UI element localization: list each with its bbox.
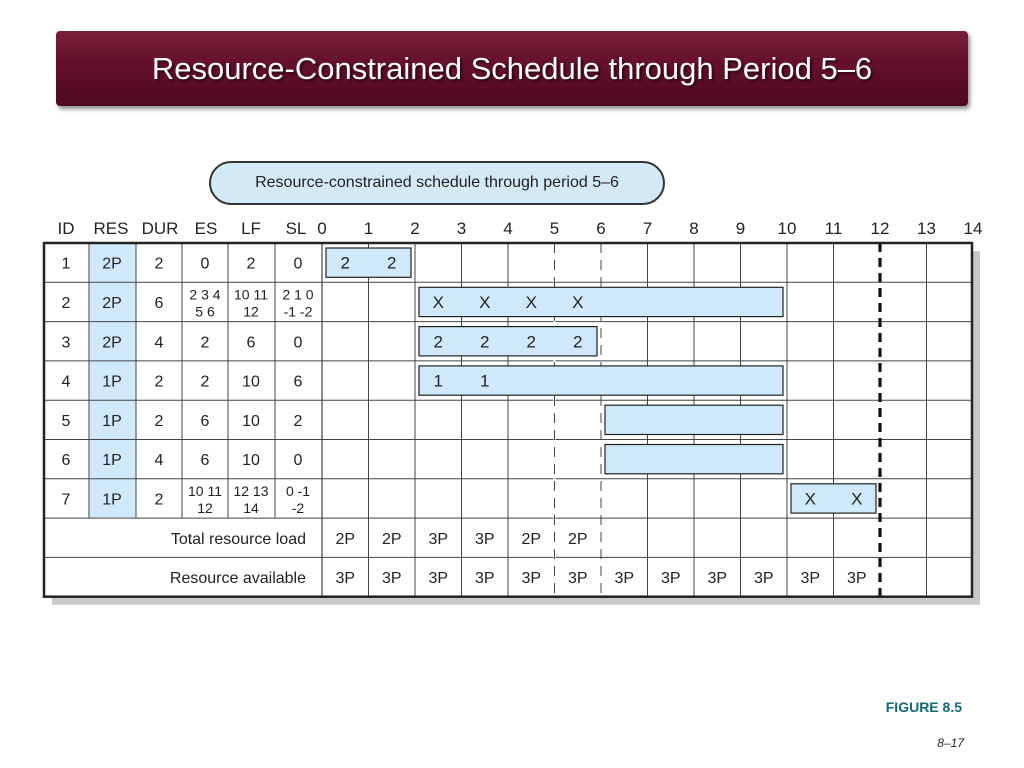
page-number: 8–17 <box>937 736 964 750</box>
activity-dur: 4 <box>154 334 164 352</box>
activity-sl-line1: 2 1 0 <box>282 286 314 303</box>
resource-available-value: 3P <box>428 570 449 588</box>
header-period-3: 3 <box>456 219 467 238</box>
resource-available-value: 3P <box>567 570 588 588</box>
activity-sl: 0 <box>293 334 303 352</box>
activity-bar-4 <box>419 366 783 395</box>
resource-available-value: 3P <box>753 570 774 588</box>
bar-mark: X <box>851 489 863 509</box>
header-period-0: 0 <box>317 219 327 238</box>
activity-res: 1P <box>102 452 122 470</box>
figure-label: FIGURE 8.5 <box>885 699 962 715</box>
activity-lf-line2: 14 <box>243 499 259 516</box>
header-period-14: 14 <box>963 219 983 238</box>
bar-mark: X <box>479 292 491 312</box>
activity-sl: 0 <box>293 452 303 470</box>
bar-mark: 1 <box>433 371 443 391</box>
header-period-7: 7 <box>642 219 653 238</box>
activity-dur: 2 <box>154 491 164 509</box>
activity-lf: 10 <box>242 412 260 430</box>
header-period-12: 12 <box>870 219 890 238</box>
activity-lf-line1: 10 11 <box>234 286 268 303</box>
activity-id: 5 <box>61 412 71 430</box>
activity-bar-3 <box>419 327 597 356</box>
total-load-value: 2P <box>567 530 588 548</box>
bar-mark: 2 <box>526 332 536 352</box>
activity-dur: 2 <box>154 373 164 391</box>
bar-mark: X <box>432 292 444 312</box>
header-period-8: 8 <box>689 219 699 238</box>
resource-available-value: 3P <box>660 570 681 588</box>
resource-available-value: 3P <box>521 570 542 588</box>
activity-res: 1P <box>102 491 122 509</box>
activity-es-line1: 2 3 4 <box>189 286 221 303</box>
resource-available-value: 3P <box>381 570 402 588</box>
activity-id: 7 <box>61 491 71 509</box>
activity-id: 4 <box>61 373 71 391</box>
activity-bar-5 <box>605 405 783 434</box>
header-sl: SL <box>285 219 307 238</box>
activity-lf: 6 <box>246 334 256 352</box>
activity-res: 1P <box>102 412 122 430</box>
bar-mark: 2 <box>433 332 443 352</box>
bar-mark: X <box>804 489 816 509</box>
resource-available-value: 3P <box>614 570 635 588</box>
total-load-value: 3P <box>428 530 449 548</box>
figure-caption: Resource-constrained schedule through period 5–6 <box>209 161 665 205</box>
header-id: ID <box>57 219 75 238</box>
activity-id: 1 <box>61 255 71 273</box>
resource-available-value: 3P <box>474 570 495 588</box>
activity-id: 6 <box>61 452 71 470</box>
activity-bar-6 <box>605 445 783 474</box>
resource-available-value: 3P <box>800 570 821 588</box>
header-es: ES <box>194 219 218 238</box>
activity-res: 1P <box>102 373 122 391</box>
activity-res: 2P <box>102 294 122 312</box>
activity-dur: 4 <box>154 452 164 470</box>
bar-mark: 2 <box>573 332 583 352</box>
activity-lf: 10 <box>242 373 260 391</box>
total-load-label: Total resource load <box>170 530 306 548</box>
header-dur: DUR <box>141 219 179 238</box>
activity-res: 2P <box>102 334 122 352</box>
activity-dur: 6 <box>154 294 164 312</box>
activity-id: 3 <box>61 334 71 352</box>
activity-sl-line1: 0 -1 <box>285 482 311 499</box>
header-period-9: 9 <box>735 219 746 238</box>
total-load-value: 2P <box>381 530 402 548</box>
activity-sl: 2 <box>293 412 303 430</box>
activity-bar-2 <box>419 287 783 316</box>
activity-bar-1 <box>326 248 411 277</box>
activity-es-line2: 5 6 <box>195 303 215 320</box>
header-period-13: 13 <box>917 219 936 238</box>
activity-sl-line2: -2 <box>291 499 305 516</box>
header-period-4: 4 <box>503 219 513 238</box>
activity-lf-line1: 12 13 <box>233 482 269 499</box>
activity-lf: 2 <box>246 255 256 273</box>
slide-title: Resource-Constrained Schedule through Period 5–6 <box>151 50 873 86</box>
activity-dur: 2 <box>154 255 164 273</box>
header-period-10: 10 <box>777 219 797 238</box>
resource-available-value: 3P <box>846 570 867 588</box>
activity-res: 2P <box>102 255 122 273</box>
total-load-value: 2P <box>521 530 542 548</box>
activity-lf: 10 <box>242 452 260 470</box>
activity-es-line2: 12 <box>197 499 213 516</box>
activity-es: 2 <box>200 334 210 352</box>
bar-mark: 2 <box>480 332 490 352</box>
activity-sl: 6 <box>293 373 303 391</box>
header-res: RES <box>93 219 129 238</box>
resource-available-label: Resource available <box>169 570 306 588</box>
resource-available-value: 3P <box>335 570 356 588</box>
activity-id: 2 <box>61 294 71 312</box>
header-period-2: 2 <box>410 219 420 238</box>
activity-lf-line2: 12 <box>243 303 259 320</box>
bar-mark: 1 <box>480 371 490 391</box>
header-period-5: 5 <box>549 219 560 238</box>
activity-es: 0 <box>200 255 210 273</box>
header-period-1: 1 <box>363 219 374 238</box>
activity-sl: 0 <box>293 255 303 273</box>
activity-es: 6 <box>200 412 210 430</box>
activity-es-line1: 10 11 <box>188 482 222 499</box>
header-period-11: 11 <box>824 219 843 238</box>
resource-available-value: 3P <box>707 570 728 588</box>
activity-dur: 2 <box>154 412 164 430</box>
activity-es: 2 <box>200 373 210 391</box>
header-period-6: 6 <box>596 219 606 238</box>
bar-mark: X <box>572 292 584 312</box>
bar-mark: 2 <box>387 253 397 273</box>
activity-sl-line2: -1 -2 <box>283 303 313 320</box>
total-load-value: 2P <box>335 530 356 548</box>
header-lf: LF <box>241 219 261 238</box>
bar-mark: X <box>525 292 537 312</box>
activity-es: 6 <box>200 452 210 470</box>
total-load-value: 3P <box>474 530 495 548</box>
bar-mark: 2 <box>340 253 350 273</box>
